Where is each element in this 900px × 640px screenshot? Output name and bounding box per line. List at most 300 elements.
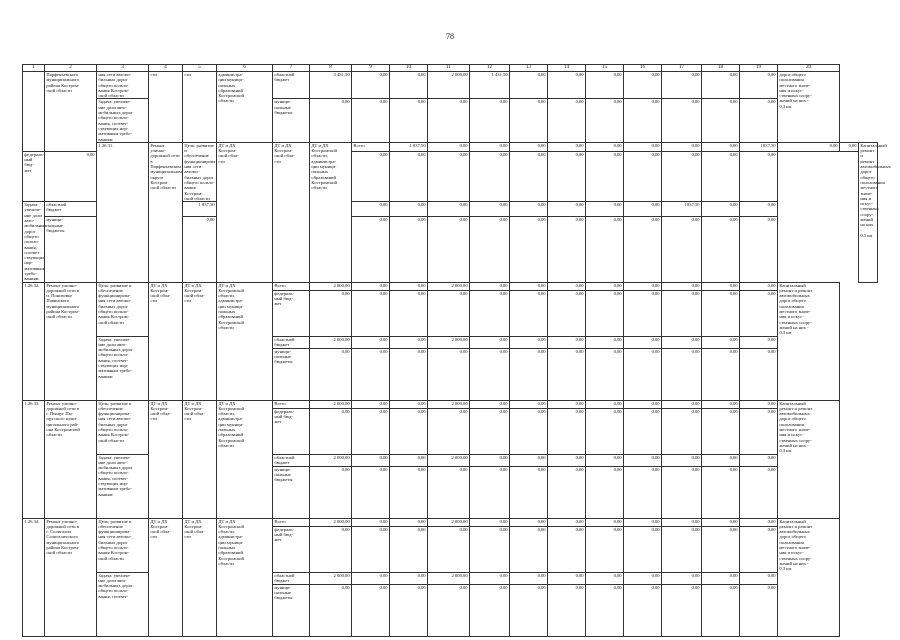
amount-cell: 0,00: [510, 572, 548, 584]
table-row: [23, 142, 878, 151]
column-number: 8: [310, 65, 352, 72]
amount-cell: 0,00: [740, 72, 778, 99]
administrator-cell: ДТ и ДХ Костром- ской обла- сти: [183, 400, 217, 518]
amount-cell: 1 837,50: [183, 202, 217, 217]
amount-cell: 0,00: [352, 202, 390, 217]
program-table-container: [22, 64, 891, 637]
amount-cell: 0,00: [310, 584, 352, 636]
amount-cell: 1 837,50: [390, 142, 428, 151]
amount-cell: 0,00: [586, 408, 624, 454]
amount-cell: 0,00: [510, 336, 548, 348]
amount-cell: 0,00: [586, 202, 624, 217]
amount-cell: 0,00: [740, 290, 778, 336]
amount-cell: 2 000,00: [310, 282, 352, 290]
column-number: 11: [428, 65, 470, 72]
amount-cell: 0,00: [428, 466, 470, 518]
amount-cell: 0,00: [352, 336, 390, 348]
amount-cell: 1837,50: [740, 142, 778, 151]
funding-source-cell: Всего: [273, 282, 310, 290]
row-id-cell: 1.26.34.: [23, 518, 45, 636]
amount-cell: 0,00: [352, 151, 390, 202]
amount-cell: 0,00: [702, 518, 740, 526]
amount-cell: 0,00: [390, 408, 428, 454]
column-number: 2: [45, 65, 97, 72]
goal-cell: Цель: развитие и обеспечение функционирова- ния сети автомо- бильных дорог общего пользо- вания Костром- ской области: [97, 282, 149, 336]
amount-cell: 0,00: [586, 336, 624, 348]
amount-cell: 0,00: [428, 202, 470, 217]
amount-cell: 0,00: [662, 518, 702, 526]
row-id-cell: 1.26.33.: [23, 400, 45, 518]
amount-cell: 0,00: [428, 348, 470, 400]
amount-cell: 0,00: [352, 466, 390, 518]
amount-cell: 0,00: [510, 526, 548, 572]
event-name-cell: Ремонт улично- дорожной сети в г. Солигалич Солигаличского муниципального района Костром- ской области: [45, 518, 97, 636]
amount-cell: 0,00: [662, 282, 702, 290]
amount-cell: 0,00: [662, 217, 702, 282]
amount-cell: 0,00: [352, 526, 390, 572]
amount-cell: 0,00: [702, 400, 740, 408]
amount-cell: 0,00: [702, 290, 740, 336]
amount-cell: 0,00: [702, 72, 740, 99]
amount-cell: 0,00: [548, 348, 586, 400]
amount-cell: 0,00: [586, 526, 624, 572]
column-number: 13: [510, 65, 548, 72]
amount-cell: 0,00: [510, 454, 548, 466]
amount-cell: 0,00: [740, 572, 778, 584]
funding-source-cell: федераль- ный бюд- жет: [273, 526, 310, 572]
amount-cell: 0,00: [624, 526, 662, 572]
amount-cell: 0,00: [702, 282, 740, 290]
column-number: 3: [97, 65, 149, 72]
amount-cell: 0,00: [510, 202, 548, 217]
amount-cell: 0,00: [624, 217, 662, 282]
amount-cell: 0,00: [352, 290, 390, 336]
amount-cell: 0,00: [702, 202, 740, 217]
executor-cell: ДТ и ДХ Костромской области, администра- ции муници- пальных образований Костромской области: [217, 400, 273, 518]
table-row: [23, 282, 878, 290]
amount-cell: 2 000,00: [428, 572, 470, 584]
amount-cell: 0,00: [702, 151, 740, 202]
column-number: 9: [352, 65, 390, 72]
funding-source-cell: муници- пальные бюджеты: [273, 99, 310, 142]
column-number: 18: [702, 65, 740, 72]
amount-cell: 0,00: [390, 526, 428, 572]
amount-cell: 0,00: [624, 336, 662, 348]
amount-cell: 0,00: [548, 99, 586, 142]
column-number: 4: [149, 65, 183, 72]
amount-cell: 0,00: [740, 454, 778, 466]
amount-cell: 0,00: [470, 290, 510, 336]
funding-source-cell: муници- пальные бюджеты: [273, 584, 310, 636]
amount-cell: 0,00: [352, 454, 390, 466]
amount-cell: 0,00: [624, 151, 662, 202]
funding-source-cell: областной бюджет: [45, 202, 97, 217]
amount-cell: 0,00: [470, 572, 510, 584]
executor-cell: ДТ и ДХ Костромской области, администра- ции муници- пальных образований Костромской области: [217, 282, 273, 400]
amount-cell: 0,00: [740, 202, 778, 217]
amount-cell: 0,00: [548, 518, 586, 526]
amount-cell: 0,00: [702, 466, 740, 518]
amount-cell: 0,00: [702, 584, 740, 636]
column-number: 14: [548, 65, 586, 72]
amount-cell: 0,00: [662, 348, 702, 400]
amount-cell: 2 000,00: [428, 454, 470, 466]
amount-cell: 0,00: [662, 400, 702, 408]
amount-cell: 0,00: [740, 282, 778, 290]
event-name-cell: Ремонт улично- дорожной сети в г. Пыщуг Пы- щугского муни- ципального рай- она Костромской области: [45, 400, 97, 518]
amount-cell: 0,00: [510, 348, 548, 400]
amount-cell: 0,00: [390, 348, 428, 400]
amount-cell: 1837,50: [662, 202, 702, 217]
amount-cell: 0,00: [310, 99, 352, 142]
row-id-cell: [23, 72, 45, 152]
amount-cell: 0,00: [428, 526, 470, 572]
amount-cell: 0,00: [740, 348, 778, 400]
administrator-cell: ДТ и ДХ Костром- ской обла- сти: [273, 142, 310, 282]
amount-cell: 0,00: [548, 572, 586, 584]
customer-cell: ДТ и ДХ Костром- ской обла- сти: [149, 400, 183, 518]
amount-cell: 2 000,00: [310, 336, 352, 348]
amount-cell: 0,00: [470, 408, 510, 454]
amount-cell: 0,00: [470, 202, 510, 217]
funding-source-cell: областной бюджет: [273, 454, 310, 466]
amount-cell: 0,00: [624, 202, 662, 217]
amount-cell: 0,00: [352, 518, 390, 526]
program-table: [22, 64, 891, 637]
amount-cell: 0,00: [740, 336, 778, 348]
column-number-row: [23, 65, 878, 72]
amount-cell: 0,00: [548, 466, 586, 518]
amount-cell: 0,00: [428, 290, 470, 336]
amount-cell: 0,00: [586, 142, 624, 151]
amount-cell: 0,00: [428, 151, 470, 202]
goal-cell: Цель: развитие и обеспечение функционирова- ния сети автомо- бильных дорог общего пользо- вания Костром- ской области: [97, 400, 149, 454]
funding-source-cell: федераль- ный бюд- жет: [23, 151, 45, 202]
funding-source-cell: областной бюджет: [273, 72, 310, 99]
amount-cell: 0,00: [310, 526, 352, 572]
amount-cell: 0,00: [510, 151, 548, 202]
amount-cell: 0,00: [390, 99, 428, 142]
amount-cell: 0,00: [548, 142, 586, 151]
amount-cell: 0,00: [840, 142, 859, 151]
column-number: 1: [23, 65, 45, 72]
amount-cell: 0,00: [548, 282, 586, 290]
amount-cell: 0,00: [624, 408, 662, 454]
goal-cell: Цель: развитие и обеспечение функционирова- ния сети автомо- бильных дорог общего пользо- вания Костром- ской области: [97, 518, 149, 572]
column-number: 10: [390, 65, 428, 72]
funding-source-cell: Всего: [273, 400, 310, 408]
amount-cell: 0,00: [740, 408, 778, 454]
amount-cell: 2 000,00: [310, 454, 352, 466]
expected-result-cell: Капитальный ремонт и ремонт автомобильных дорог общего пользования местного значе- ния и искус- ственных соору- жений на них - 0,3 км: [778, 518, 840, 636]
amount-cell: 0,00: [662, 151, 702, 202]
amount-cell: 0,00: [662, 572, 702, 584]
amount-cell: 0,00: [390, 466, 428, 518]
amount-cell: 0,00: [45, 151, 97, 202]
amount-cell: 0,00: [352, 400, 390, 408]
amount-cell: 0,00: [310, 466, 352, 518]
amount-cell: 0,00: [702, 217, 740, 282]
amount-cell: 0,00: [586, 466, 624, 518]
amount-cell: 2 000,00: [428, 400, 470, 408]
funding-source-cell: муници- пальные бюджеты: [45, 217, 97, 282]
task-cell: Задача: увеличе- ние доли авто- мобильных дорог общего пользо- вания, соответ- ствующих нор- мативным требо- ваниям: [97, 99, 149, 142]
amount-cell: 0,00: [702, 336, 740, 348]
amount-cell: 0,00: [548, 202, 586, 217]
funding-source-cell: федераль- ный бюд- жет: [273, 408, 310, 454]
amount-cell: 0,00: [470, 526, 510, 572]
amount-cell: 0,00: [390, 151, 428, 202]
amount-cell: 0,00: [740, 584, 778, 636]
administrator-cell: сти: [183, 72, 217, 143]
amount-cell: 0,00: [702, 348, 740, 400]
amount-cell: 0,00: [428, 584, 470, 636]
amount-cell: 0,00: [662, 336, 702, 348]
amount-cell: 0,00: [390, 518, 428, 526]
amount-cell: 0,00: [624, 454, 662, 466]
amount-cell: 0,00: [586, 217, 624, 282]
amount-cell: 0,00: [510, 584, 548, 636]
event-name-cell: Ремонт улично- дорожной сети в Парфеньевском муниципальном округе Костром- ской области: [149, 142, 183, 282]
amount-cell: 0,00: [510, 217, 548, 282]
amount-cell: 0,00: [428, 142, 470, 151]
expected-result-cell: дорог общего пользования местного значе- ния и искус- ственных соору- жений на них - 0,3 км: [778, 72, 840, 143]
amount-cell: 0,00: [586, 290, 624, 336]
customer-cell: ДТ и ДХ Костром- ской обла- сти: [217, 142, 273, 282]
row-id-cell: 1.26.31.: [97, 142, 149, 282]
amount-cell: 0,00: [662, 99, 702, 142]
amount-cell: 2 000,00: [428, 282, 470, 290]
administrator-cell: ДТ и ДХ Костром- ской обла- сти: [183, 518, 217, 636]
page-number: 78: [446, 32, 454, 41]
amount-cell: 0,00: [740, 151, 778, 202]
amount-cell: 0,00: [390, 202, 428, 217]
amount-cell: 0,00: [510, 72, 548, 99]
expected-result-cell: Капитальный ремонт и ремонт автомобильных дорог общего пользования местного значе- ния и искус- ственных соору- жений на них - 0,3 км: [859, 142, 878, 282]
executor-cell: ДТ и ДХ Костромской области, администра- ции муници- пальных образований Костромской области: [217, 518, 273, 636]
amount-cell: 0,00: [740, 466, 778, 518]
task-cell: Задача: увеличе- ние доли авто- мобильных дорог общего пользо- вания, соответ- ствующих нор- мативным требо- ваниям: [97, 454, 149, 518]
amount-cell: 0,00: [624, 466, 662, 518]
amount-cell: 0,00: [586, 99, 624, 142]
amount-cell: 0,00: [310, 408, 352, 454]
amount-cell: 0,00: [352, 584, 390, 636]
amount-cell: 0,00: [183, 217, 217, 282]
amount-cell: 2 000,00: [428, 72, 470, 99]
amount-cell: 0,00: [510, 408, 548, 454]
amount-cell: 0,00: [548, 454, 586, 466]
amount-cell: 0,00: [586, 72, 624, 99]
table-row: [23, 400, 878, 408]
event-name-cell: Ремонт улично- дорожной сети в п. Понизовье Павинского муниципального района Костром- ской области: [45, 282, 97, 400]
amount-cell: 0,00: [702, 572, 740, 584]
amount-cell: 0,00: [740, 526, 778, 572]
amount-cell: 0,00: [510, 518, 548, 526]
task-cell: Задача: увеличе- ние доли авто- мобильных дорог общего пользо- вания, соответ- ствующих нор- мативным требо- ваниям: [24, 202, 47, 282]
funding-source-cell: муници- пальные бюджеты: [273, 466, 310, 518]
amount-cell: 0,00: [624, 99, 662, 142]
amount-cell: 0,00: [624, 142, 662, 151]
amount-cell: 0,00: [352, 572, 390, 584]
amount-cell: 0,00: [624, 72, 662, 99]
amount-cell: 0,00: [662, 466, 702, 518]
amount-cell: 0,00: [352, 72, 390, 99]
amount-cell: 0,00: [624, 584, 662, 636]
amount-cell: 0,00: [390, 454, 428, 466]
row-id-cell: 1.26.32.: [23, 282, 45, 400]
amount-cell: 0,00: [390, 72, 428, 99]
amount-cell: 0,00: [662, 584, 702, 636]
amount-cell: 0,00: [310, 290, 352, 336]
column-number: 16: [624, 65, 662, 72]
funding-source-cell: муници- пальные бюджеты: [273, 348, 310, 400]
amount-cell: 2 000,00: [310, 518, 352, 526]
funding-source-cell: федераль- ный бюд- жет: [273, 290, 310, 336]
column-number: 6: [217, 65, 273, 72]
event-name-cell: Парфеньевского муниципального района Костром- ской области: [45, 72, 97, 152]
amount-cell: 0,00: [586, 282, 624, 290]
amount-cell: 0,00: [470, 142, 510, 151]
amount-cell: 0,00: [586, 151, 624, 202]
column-number: 17: [662, 65, 702, 72]
amount-cell: 0,00: [548, 400, 586, 408]
amount-cell: 0,00: [702, 454, 740, 466]
expected-result-cell: Капитальный ремонт и ремонт автомобильных дорог общего пользования местного значе- ния и искус- ственных соору- жений на них - 0,3 км: [778, 400, 840, 518]
amount-cell: 0,00: [662, 72, 702, 99]
goal-cell: Цель: развитие и обеспечение функционирова- ния сети автомо- бильных дорог общего пользо- вания Костром- ской области: [184, 142, 217, 201]
amount-cell: 2 000,00: [310, 572, 352, 584]
amount-cell: 0,00: [352, 282, 390, 290]
amount-cell: 0,00: [586, 400, 624, 408]
amount-cell: 0,00: [702, 408, 740, 454]
amount-cell: 0,00: [586, 584, 624, 636]
amount-cell: 0,00: [702, 526, 740, 572]
administrator-cell: ДТ и ДХ Костром- ской обла- сти: [183, 282, 217, 400]
executor-cell: ДТ и ДХ Костромской области, администра- ции муници- пальных образований Костромской области: [310, 142, 352, 282]
table-row: [23, 518, 878, 526]
amount-cell: 0,00: [662, 290, 702, 336]
amount-cell: 0,00: [470, 282, 510, 290]
amount-cell: 0,00: [548, 584, 586, 636]
table-row: [23, 72, 878, 99]
amount-cell: 0,00: [510, 142, 548, 151]
amount-cell: 0,00: [624, 282, 662, 290]
amount-cell: 0,00: [470, 151, 510, 202]
amount-cell: 0,00: [510, 400, 548, 408]
column-number: 19: [740, 65, 778, 72]
amount-cell: 0,00: [470, 466, 510, 518]
column-number: 15: [586, 65, 624, 72]
amount-cell: 0,00: [624, 518, 662, 526]
amount-cell: 0,00: [586, 348, 624, 400]
amount-cell: 0,00: [510, 290, 548, 336]
amount-cell: 0,00: [510, 466, 548, 518]
amount-cell: 0,00: [352, 348, 390, 400]
amount-cell: 0,00: [548, 526, 586, 572]
task-cell: Задача: увеличе- ние доли авто- мобильных дорог общего пользо- вания, соответ-: [97, 572, 149, 636]
column-number: 5: [183, 65, 217, 72]
amount-cell: 0,00: [778, 142, 840, 151]
amount-cell: 0,00: [740, 99, 778, 142]
amount-cell: 0,00: [624, 400, 662, 408]
amount-cell: 0,00: [548, 72, 586, 99]
table-body: [23, 65, 891, 637]
amount-cell: 0,00: [428, 408, 470, 454]
amount-cell: 0,00: [740, 400, 778, 408]
amount-cell: 0,00: [548, 290, 586, 336]
customer-cell: ДТ и ДХ Костром- ской обла- сти: [149, 282, 183, 400]
amount-cell: 2 000,00: [310, 400, 352, 408]
amount-cell: 2 000,00: [428, 518, 470, 526]
amount-cell: 0,00: [470, 400, 510, 408]
goal-cell: ния сети автомо- бильных дорог общего пользо- вания Костром- ской области: [97, 72, 149, 99]
funding-source-cell: областной бюджет: [273, 336, 310, 348]
amount-cell: 0,00: [662, 526, 702, 572]
amount-cell: 3 431,50: [310, 72, 352, 99]
customer-cell: ДТ и ДХ Костром- ской обла- сти: [149, 518, 183, 636]
amount-cell: 0,00: [740, 518, 778, 526]
amount-cell: 0,00: [470, 348, 510, 400]
amount-cell: 0,00: [548, 151, 586, 202]
amount-cell: 0,00: [428, 217, 470, 282]
funding-source-cell: Всего: [352, 142, 390, 151]
amount-cell: 0,00: [390, 572, 428, 584]
funding-source-cell: Всего: [273, 518, 310, 526]
amount-cell: 0,00: [624, 348, 662, 400]
amount-cell: 0,00: [470, 217, 510, 282]
amount-cell: 0,00: [586, 518, 624, 526]
amount-cell: 0,00: [586, 572, 624, 584]
amount-cell: 0,00: [390, 336, 428, 348]
amount-cell: 0,00: [470, 99, 510, 142]
column-number: 12: [470, 65, 510, 72]
amount-cell: 0,00: [586, 454, 624, 466]
amount-cell: 0,00: [548, 408, 586, 454]
executor-cell: администра- ции муници- пальных образований Костромской области: [217, 72, 273, 143]
amount-cell: 0,00: [548, 217, 586, 282]
amount-cell: 0,00: [662, 142, 702, 151]
column-number: 20: [778, 65, 840, 72]
amount-cell: 0,00: [662, 408, 702, 454]
amount-cell: 0,00: [510, 99, 548, 142]
amount-cell: 0,00: [390, 290, 428, 336]
amount-cell: 0,00: [390, 400, 428, 408]
amount-cell: 1 431,50: [470, 72, 510, 99]
amount-cell: 0,00: [702, 142, 740, 151]
amount-cell: 0,00: [390, 282, 428, 290]
expected-result-cell: Капитальный ремонт и ремонт автомобильных дорог общего пользования местного значе- ния и искус- ственных соору- жений на них - 0,3 км: [778, 282, 840, 400]
amount-cell: 0,00: [740, 217, 778, 282]
amount-cell: 0,00: [390, 584, 428, 636]
amount-cell: 0,00: [624, 572, 662, 584]
amount-cell: 0,00: [352, 408, 390, 454]
amount-cell: 0,00: [310, 348, 352, 400]
amount-cell: 0,00: [390, 217, 428, 282]
amount-cell: 2 000,00: [428, 336, 470, 348]
customer-cell: сти: [149, 72, 183, 143]
amount-cell: 0,00: [624, 290, 662, 336]
amount-cell: 0,00: [662, 454, 702, 466]
task-cell: Задача: увеличе- ние доли авто- мобильных дорог общего пользо- вания, соответ- ствующих нор- мативным требо- ваниям: [97, 336, 149, 400]
amount-cell: 0,00: [470, 454, 510, 466]
amount-cell: 0,00: [702, 99, 740, 142]
amount-cell: 0,00: [470, 336, 510, 348]
amount-cell: 0,00: [470, 584, 510, 636]
column-number: 7: [273, 65, 310, 72]
amount-cell: 0,00: [428, 99, 470, 142]
amount-cell: 0,00: [510, 282, 548, 290]
amount-cell: 0,00: [548, 336, 586, 348]
